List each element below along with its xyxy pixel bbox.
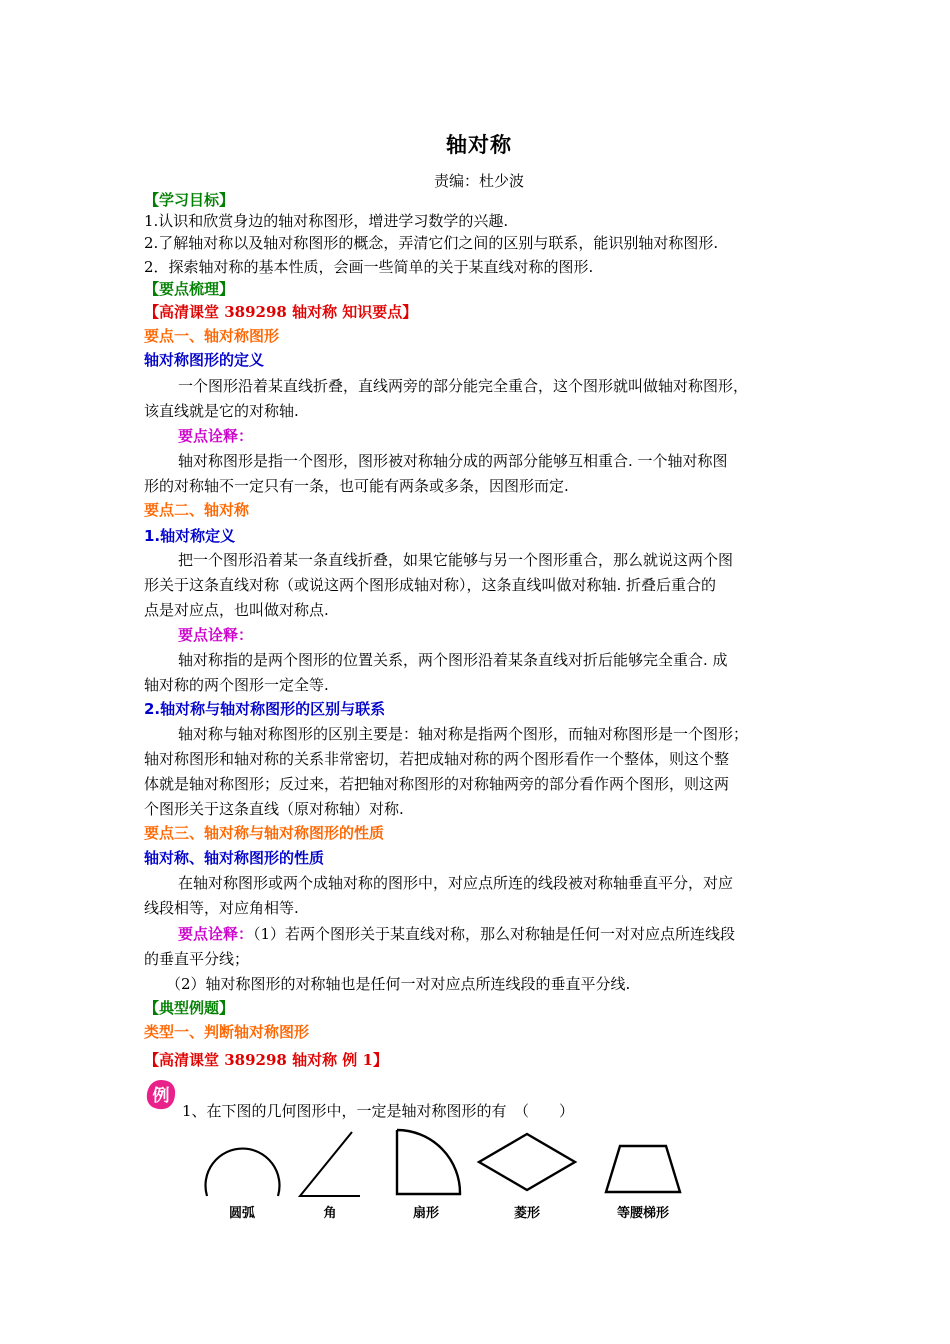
author-line: 责编：杜少波	[433, 172, 524, 190]
point-two-subtitle-1: 1.轴对称定义	[144, 527, 236, 545]
point-two-diff-line: 体就是轴对称图形；反过来，若把轴对称图形的对称轴两旁的部分看作两个图形，则这两	[144, 775, 730, 793]
point-three-title: 要点三、轴对称与轴对称图形的性质	[144, 824, 385, 842]
point-one-note-line: 形的对称轴不一定只有一条，也可能有两条或多条，因图形而定.	[144, 477, 569, 495]
figure-caption: 菱形	[513, 1206, 540, 1221]
point-two-title: 要点二、轴对称	[144, 501, 250, 519]
section-heading-examples: 【典型例题】	[144, 999, 235, 1017]
point-one-title: 要点一、轴对称图形	[144, 327, 280, 345]
point-three-note-line	[178, 924, 735, 944]
note-label: 要点诠释：	[178, 626, 254, 644]
note-label: 要点诠释：	[178, 427, 254, 445]
point-one-paragraph-line: 一个图形沿着某直线折叠，直线两旁的部分能完全重合，这个图形就叫做轴对称图形，	[178, 377, 749, 395]
point-one-note-line: 轴对称图形是指一个图形，图形被对称轴分成的两部分能够互相重合. 一个轴对称图	[178, 452, 728, 470]
point-two-note-line: 轴对称的两个图形一定全等.	[144, 676, 329, 694]
point-two-note-line: 轴对称指的是两个图形的位置关系，两个图形沿着某条直线对折后能够完全重合. 成	[178, 651, 728, 669]
example-badge-icon	[144, 1078, 178, 1112]
note-label: 要点诠释：	[178, 925, 254, 943]
goal-item-2: 2.了解轴对称以及轴对称图形的概念，弄清它们之间的区别与联系，能识别轴对称图形.	[144, 234, 719, 252]
page-title: 轴对称	[446, 132, 512, 157]
hd-course-link-2[interactable]: 【高清课堂 389298 轴对称 例 1】	[144, 1051, 388, 1069]
point-two-diff-line: 轴对称与轴对称图形的区别主要是：轴对称是指两个图形，而轴对称图形是一个图形；	[178, 725, 749, 743]
isosceles-trapezoid-figure	[600, 1124, 686, 1202]
angle-figure	[296, 1124, 368, 1202]
figure-caption: 角	[323, 1206, 337, 1221]
section-heading-points: 【要点梳理】	[144, 280, 235, 298]
hd-course-link-1[interactable]: 【高清课堂 389298 轴对称 知识要点】	[144, 303, 418, 321]
point-two-paragraph-line: 把一个图形沿着某一条直线折叠，如果它能够与另一个图形重合，那么就说这两个图	[178, 551, 734, 569]
question-1: 1、在下图的几何图形中，一定是轴对称图形的有 （ ）	[182, 1102, 575, 1120]
goal-item-1: 1.认识和欣赏身边的轴对称图形，增进学习数学的兴趣.	[144, 212, 509, 230]
goal-item-3: 2．探索轴对称的基本性质，会画一些简单的关于某直线对称的图形.	[144, 258, 594, 276]
section-heading-goals: 【学习目标】	[144, 191, 235, 209]
point-three-note-line: 的垂直平分线；	[144, 950, 250, 968]
point-two-diff-line: 轴对称图形和轴对称的关系非常密切，若把成轴对称的两个图形看作一个整体，则这个整	[144, 750, 730, 768]
point-one-paragraph-line: 该直线就是它的对称轴.	[144, 402, 299, 420]
point-two-diff-line: 个图形关于这条直线（原对称轴）对称.	[144, 800, 404, 818]
point-two-paragraph-line: 点是对应点，也叫做对称点.	[144, 601, 329, 619]
figure-caption: 等腰梯形	[616, 1206, 669, 1221]
figure-caption: 扇形	[412, 1206, 439, 1221]
point-three-note-text: （1）若两个图形关于某直线对称，那么对称轴是任何一对对应点所连线段	[253, 925, 736, 943]
example-badge-label: 例	[152, 1086, 170, 1106]
point-three-paragraph-line: 线段相等，对应角相等.	[144, 899, 299, 917]
point-three-note-line: （2）轴对称图形的对称轴也是任何一对对应点所连线段的垂直平分线.	[166, 975, 631, 993]
type-one-title: 类型一、判断轴对称图形	[144, 1023, 310, 1041]
figure-caption: 圆弧	[228, 1206, 255, 1221]
point-three-subtitle: 轴对称、轴对称图形的性质	[144, 849, 325, 867]
point-three-paragraph-line: 在轴对称图形或两个成轴对称的图形中，对应点所连的线段被对称轴垂直平分，对应	[178, 874, 734, 892]
point-one-subtitle: 轴对称图形的定义	[144, 351, 265, 369]
point-two-subtitle-2: 2.轴对称与轴对称图形的区别与联系	[144, 700, 386, 718]
arc-figure	[202, 1124, 284, 1202]
rhombus-figure	[475, 1124, 579, 1202]
point-two-paragraph-line: 形关于这条直线对称（或说这两个图形成轴对称），这条直线叫做对称轴. 折叠后重合的	[144, 576, 717, 594]
sector-figure	[392, 1124, 464, 1202]
